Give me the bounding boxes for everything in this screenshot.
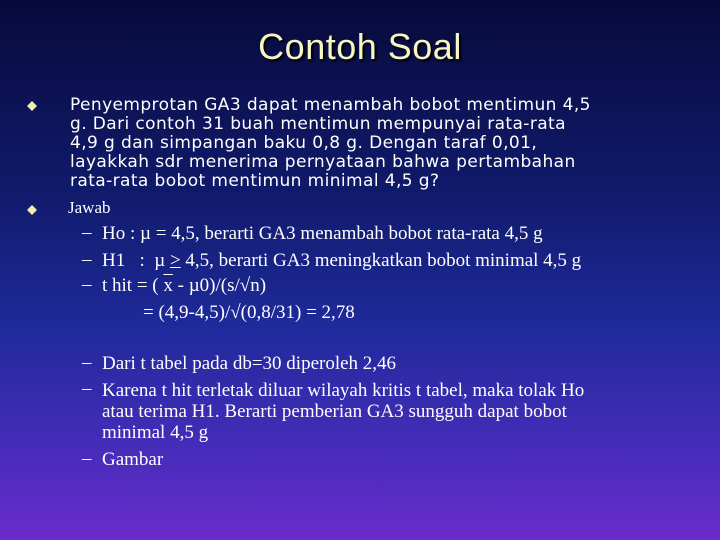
question-text — [70, 96, 690, 191]
dash-marker: – — [82, 448, 92, 469]
t-hit-result: = (4,9-4,5)/√(0,8/31) = 2,78 — [143, 302, 355, 323]
conclusion-line: minimal 4,5 g — [102, 422, 209, 443]
h1-suffix: 4,5, berarti GA3 meningkatkan bobot minimal 4,5 g — [180, 250, 582, 271]
conclusion-decision — [102, 380, 584, 443]
conclusion-line: atau terima H1. Berarti pemberian GA3 sungguh dapat bobot — [102, 401, 567, 422]
dash-marker: – — [82, 378, 92, 399]
hypothesis-ho: Ho : µ = 4,5, berarti GA3 menambah bobot rata-rata 4,5 g — [102, 223, 543, 244]
conclusion-gambar: Gambar — [102, 449, 164, 470]
h1-operator: > — [169, 250, 181, 271]
diamond-bullet-icon — [27, 205, 37, 215]
question-line: g. Dari contoh 31 buah mentimun mempunyai rata-rata — [70, 114, 566, 134]
conclusion-t-table: Dari t tabel pada db=30 diperoleh 2,46 — [102, 353, 397, 374]
dash-marker: – — [82, 222, 92, 243]
hypothesis-h1 — [102, 249, 581, 273]
t-hit-formula — [102, 274, 266, 298]
t-hit-suffix: - µ0)/(s/√n) — [172, 275, 267, 296]
diamond-bullet-icon — [27, 101, 37, 111]
dash-marker: – — [82, 352, 92, 373]
slide-title: Contoh Soal — [258, 26, 462, 67]
question-line: rata-rata bobot mentimun minimal 4,5 g? — [70, 171, 440, 191]
h1-prefix: H1 : µ — [102, 250, 170, 271]
question-line: 4,9 g dan simpangan baku 0,8 g. Dengan taraf 0,01, — [70, 133, 538, 153]
question-line: layakkah sdr menerima pernyataan bahwa pertambahan — [70, 152, 576, 172]
jawab-label: Jawab — [68, 198, 111, 217]
conclusion-line: Karena t hit terletak diluar wilayah kritis t tabel, maka tolak Ho — [102, 380, 585, 401]
dash-marker: – — [82, 274, 92, 295]
t-hit-prefix: t hit = ( — [102, 275, 164, 296]
question-line: Penyemprotan GA3 dapat menambah bobot mentimun 4,5 — [70, 95, 591, 115]
dash-marker: – — [82, 249, 92, 270]
x-bar: $\overline{x}$ — [163, 275, 173, 296]
